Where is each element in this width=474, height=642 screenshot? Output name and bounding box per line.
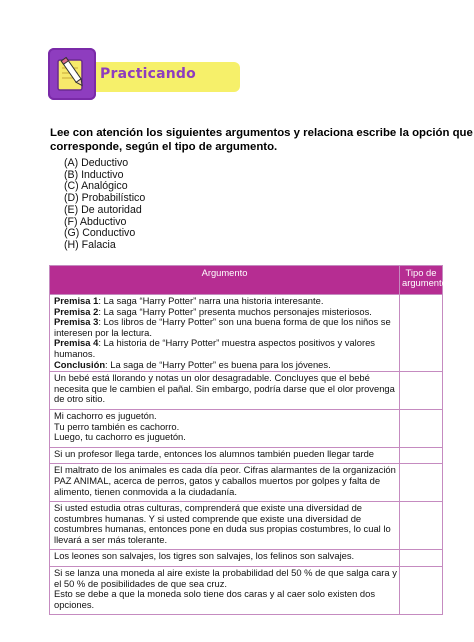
answer-cell[interactable]	[400, 464, 443, 502]
answer-cell[interactable]	[400, 502, 443, 550]
argument-line-text: : Los libros de “Harry Potter” son una buena forma de que los niños se	[98, 316, 391, 328]
argument-text-cell	[50, 464, 400, 502]
argument-line-text: interesen por la lectura.	[54, 326, 152, 338]
argument-row	[50, 409, 443, 447]
argument-row	[50, 447, 443, 464]
argument-line	[54, 535, 395, 546]
answer-cell[interactable]	[400, 372, 443, 410]
argument-line-text: humanos.	[54, 347, 96, 359]
argument-row	[50, 502, 443, 550]
argument-line-text: : La saga “Harry Potter” presenta muchos personajes misteriosos.	[98, 305, 372, 317]
argument-line-text: Esto se debe a que la moneda solo tiene dos caras y al caer solo existen dos	[54, 588, 376, 600]
argument-line-text: Luego, tu cachorro es juguetón.	[54, 431, 186, 443]
argument-row	[50, 372, 443, 410]
argument-line-text: : La saga de “Harry Potter” es buena para los jóvenes.	[105, 358, 331, 370]
argument-text-cell	[50, 295, 400, 372]
argument-line-text: : La historia de “Harry Potter” muestra aspectos positivos y valores	[98, 337, 375, 349]
column-header-tipo-line-2: argumento	[402, 277, 447, 288]
argument-line-text: Mi cachorro es juguetón.	[54, 409, 157, 421]
argument-line-text: Si se lanza una moneda al aire existe la probabilidad del 50 % de que salga cara y	[54, 567, 397, 579]
argument-line	[54, 338, 395, 349]
answer-cell[interactable]	[400, 550, 443, 567]
premise-label: Premisa 4	[54, 337, 99, 349]
argument-row	[50, 464, 443, 502]
column-header-tipo	[400, 266, 447, 295]
instruction-line-1: Lee con atención los siguientes argumentos y relaciona escribe la opción que	[50, 127, 473, 139]
argument-line-text: de otro sitio.	[54, 393, 106, 405]
option-h: (H) Falacia	[64, 238, 116, 251]
option-d: (D) Probabilístico	[64, 192, 146, 205]
argument-line-text: : La saga “Harry Potter” narra una historia interesante.	[98, 295, 324, 306]
argument-line-text: costumbres humanas, entonces pone en duda sus propias costumbres, lo cual lo	[54, 523, 391, 535]
argument-line-text: costumbres humanas. Y si usted comprende que existe una diversidad de	[54, 512, 362, 524]
argument-row	[50, 567, 443, 615]
premise-label: Premisa 3	[54, 316, 99, 328]
column-header-tipo-line-1: Tipo de	[405, 267, 437, 278]
argument-text-cell	[50, 372, 400, 410]
argument-line-text: el 50 % de posibilidades de que sea cruz.	[54, 577, 228, 589]
option-a: (A) Deductivo	[64, 157, 129, 169]
arguments-table	[49, 265, 447, 615]
argument-line-text: Tu perro también es cachorro.	[54, 420, 180, 432]
answer-cell[interactable]	[400, 295, 443, 372]
options-list	[64, 158, 145, 252]
argument-line	[54, 384, 395, 395]
argument-text-cell	[50, 550, 400, 567]
argument-text-cell	[50, 409, 400, 447]
title-banner	[90, 62, 240, 92]
option-f: (F) Abductivo	[64, 215, 127, 228]
argument-line-text: El maltrato de los animales es cada día peor. Cifras alarmantes de la organización	[54, 464, 396, 476]
argument-text-cell	[50, 447, 400, 464]
argument-line	[54, 600, 395, 611]
practicando-header	[48, 48, 248, 102]
header-title: Practicando	[100, 66, 196, 82]
argument-line-text: necesita que le cambien el pañal. Sin embargo, podría darse que el olor provenga	[54, 382, 395, 394]
column-header-argumento: Argumento	[50, 266, 400, 295]
premise-label: Conclusión	[54, 358, 106, 370]
argument-line-text: Si usted estudia otras culturas, comprenderá que existe una diversidad de	[54, 502, 362, 514]
argument-line-text: llevará a ser más tolerante.	[54, 533, 168, 545]
instruction-line-2: corresponde, según el tipo de argumento.	[50, 141, 278, 153]
argument-line	[54, 432, 395, 443]
argument-line-text: Si un profesor llega tarde, entonces los alumnos también pueden llegar tarde	[54, 447, 374, 459]
argument-line	[54, 394, 395, 405]
answer-cell[interactable]	[400, 567, 443, 615]
option-c: (C) Analógico	[64, 180, 128, 193]
argument-text-cell	[50, 502, 400, 550]
argument-line-text: Un bebé está llorando y notas un olor desagradable. Concluyes que el bebé	[54, 372, 370, 384]
answer-cell[interactable]	[400, 409, 443, 447]
argument-line	[54, 551, 395, 562]
argument-line-text: PAZ ANIMAL, acerca de perros, gatos y caballos muertos por golpes y falta de	[54, 474, 381, 486]
option-e: (E) De autoridad	[64, 203, 142, 216]
answer-cell[interactable]	[400, 447, 443, 464]
argument-line	[54, 487, 395, 498]
notepad-pencil-icon	[48, 48, 96, 100]
argument-row	[50, 295, 443, 372]
argument-line-text: Los leones son salvajes, los tigres son salvajes, los felinos son salvajes.	[54, 550, 355, 562]
argument-row	[50, 550, 443, 567]
argument-text-cell	[50, 567, 400, 615]
option-b: (B) Inductivo	[64, 168, 124, 181]
argument-line	[54, 360, 395, 371]
argument-line	[54, 449, 395, 460]
premise-label: Premisa 1	[54, 295, 99, 306]
instruction-text	[50, 126, 473, 154]
option-g: (G) Conductivo	[64, 227, 136, 240]
argument-line-text: opciones.	[54, 598, 95, 610]
argument-line	[54, 589, 395, 600]
premise-label: Premisa 2	[54, 305, 99, 317]
argument-line-text: alimento, tienen conmovida a la ciudadanía.	[54, 485, 237, 497]
